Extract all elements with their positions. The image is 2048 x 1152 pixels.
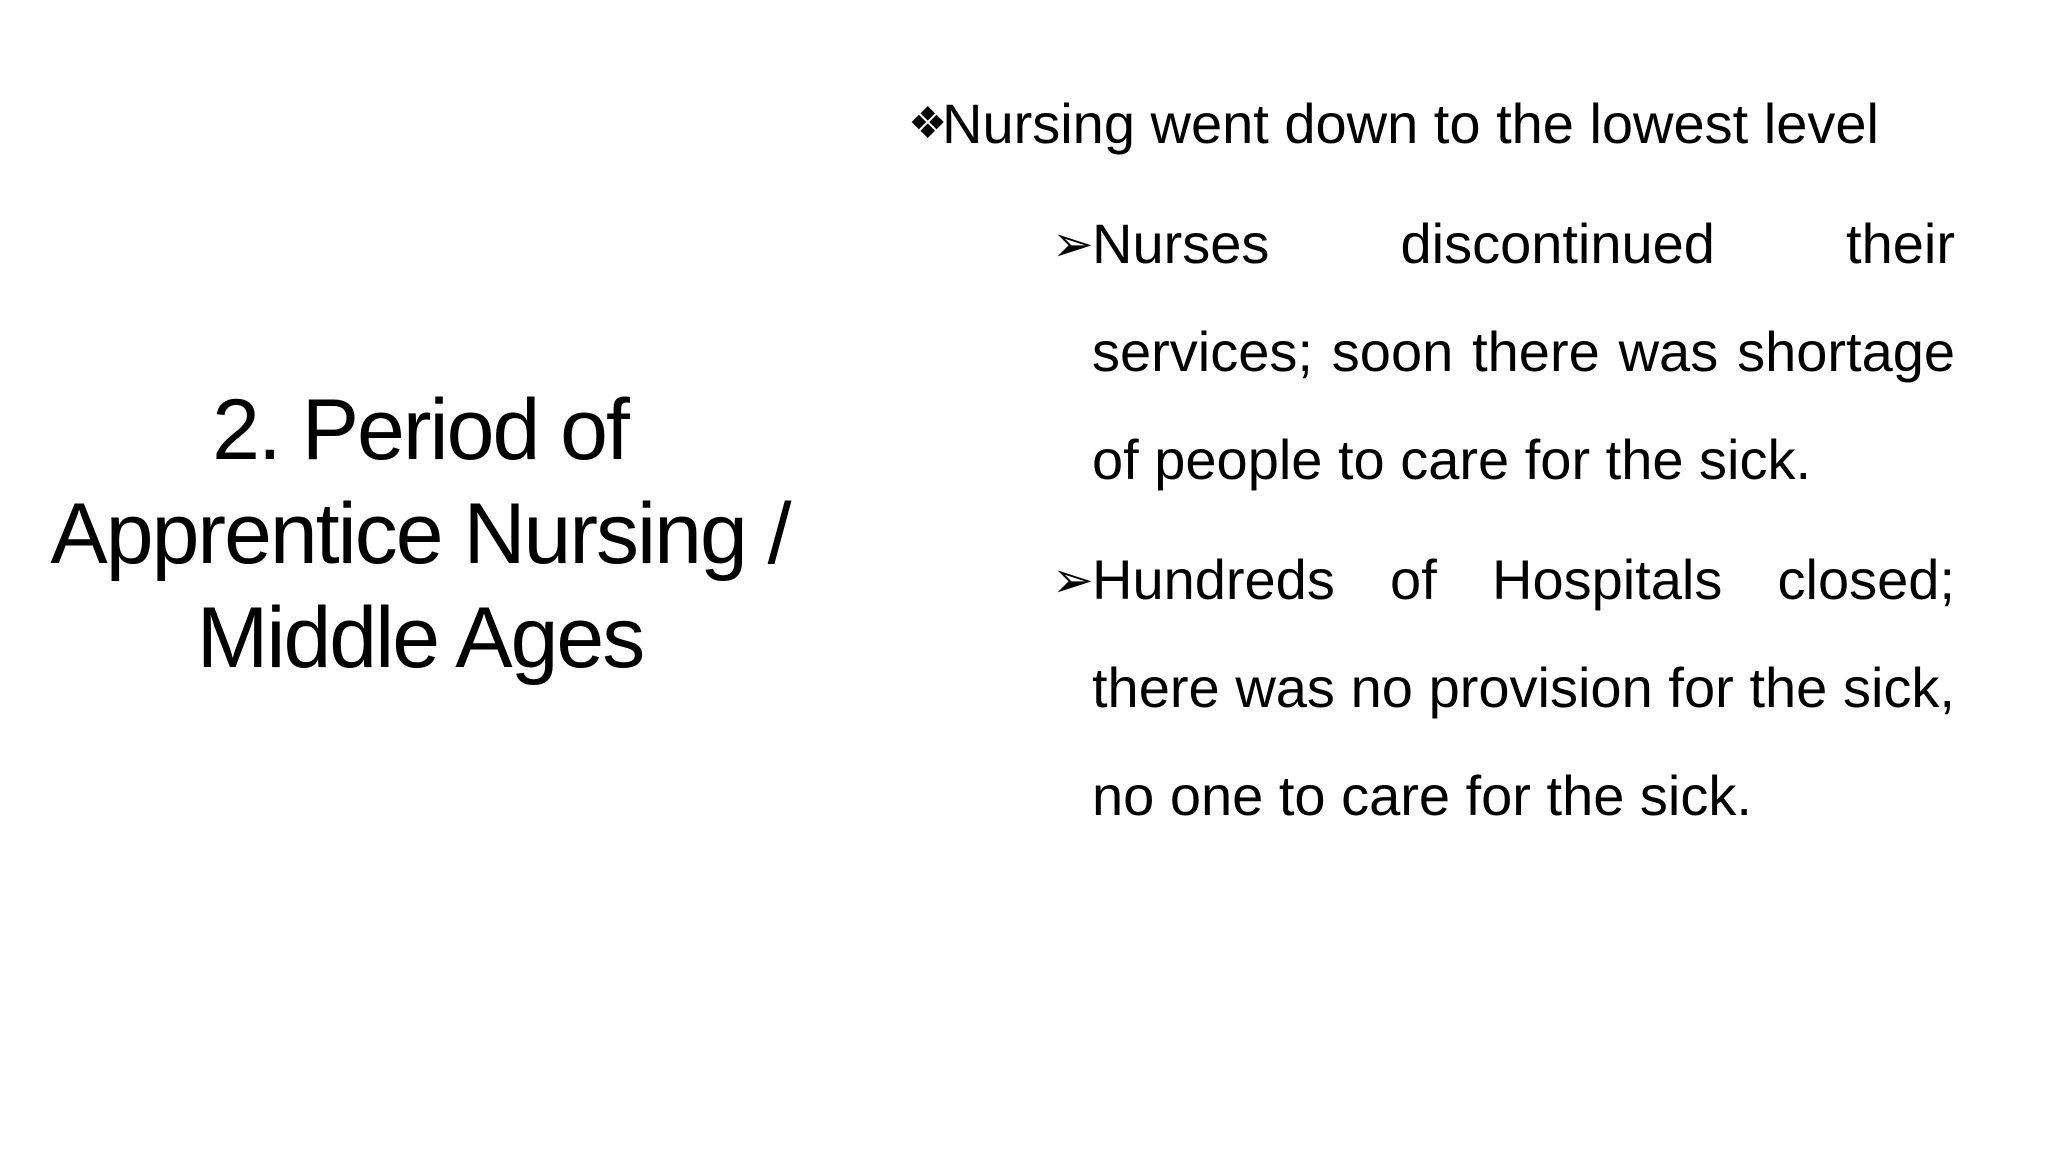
bullet-list [900, 70, 1955, 862]
arrowhead-icon: ➢ [1052, 552, 1094, 608]
sub-bullet-item [1052, 190, 1955, 514]
bullet-item [900, 70, 1955, 178]
bullet-text: Nurses discontinued their services; soon there was shortage of people to care for the sick. [1092, 212, 1955, 491]
slide-title [20, 378, 820, 690]
diamond-four-icon: ❖ [908, 99, 948, 148]
bullet-text: Hundreds of Hospitals closed; there was no provision for the sick, no one to care for the sick. [1092, 548, 1955, 827]
bullet-text: Nursing went down to the lowest level [942, 92, 1879, 155]
sub-bullet-item [1052, 526, 1955, 850]
arrowhead-icon: ➢ [1052, 216, 1094, 272]
slide-title-line: Middle Ages [196, 590, 644, 686]
slide-title-line: Apprentice Nursing / [50, 486, 790, 582]
slide-title-line: 2. Period of [212, 382, 628, 478]
